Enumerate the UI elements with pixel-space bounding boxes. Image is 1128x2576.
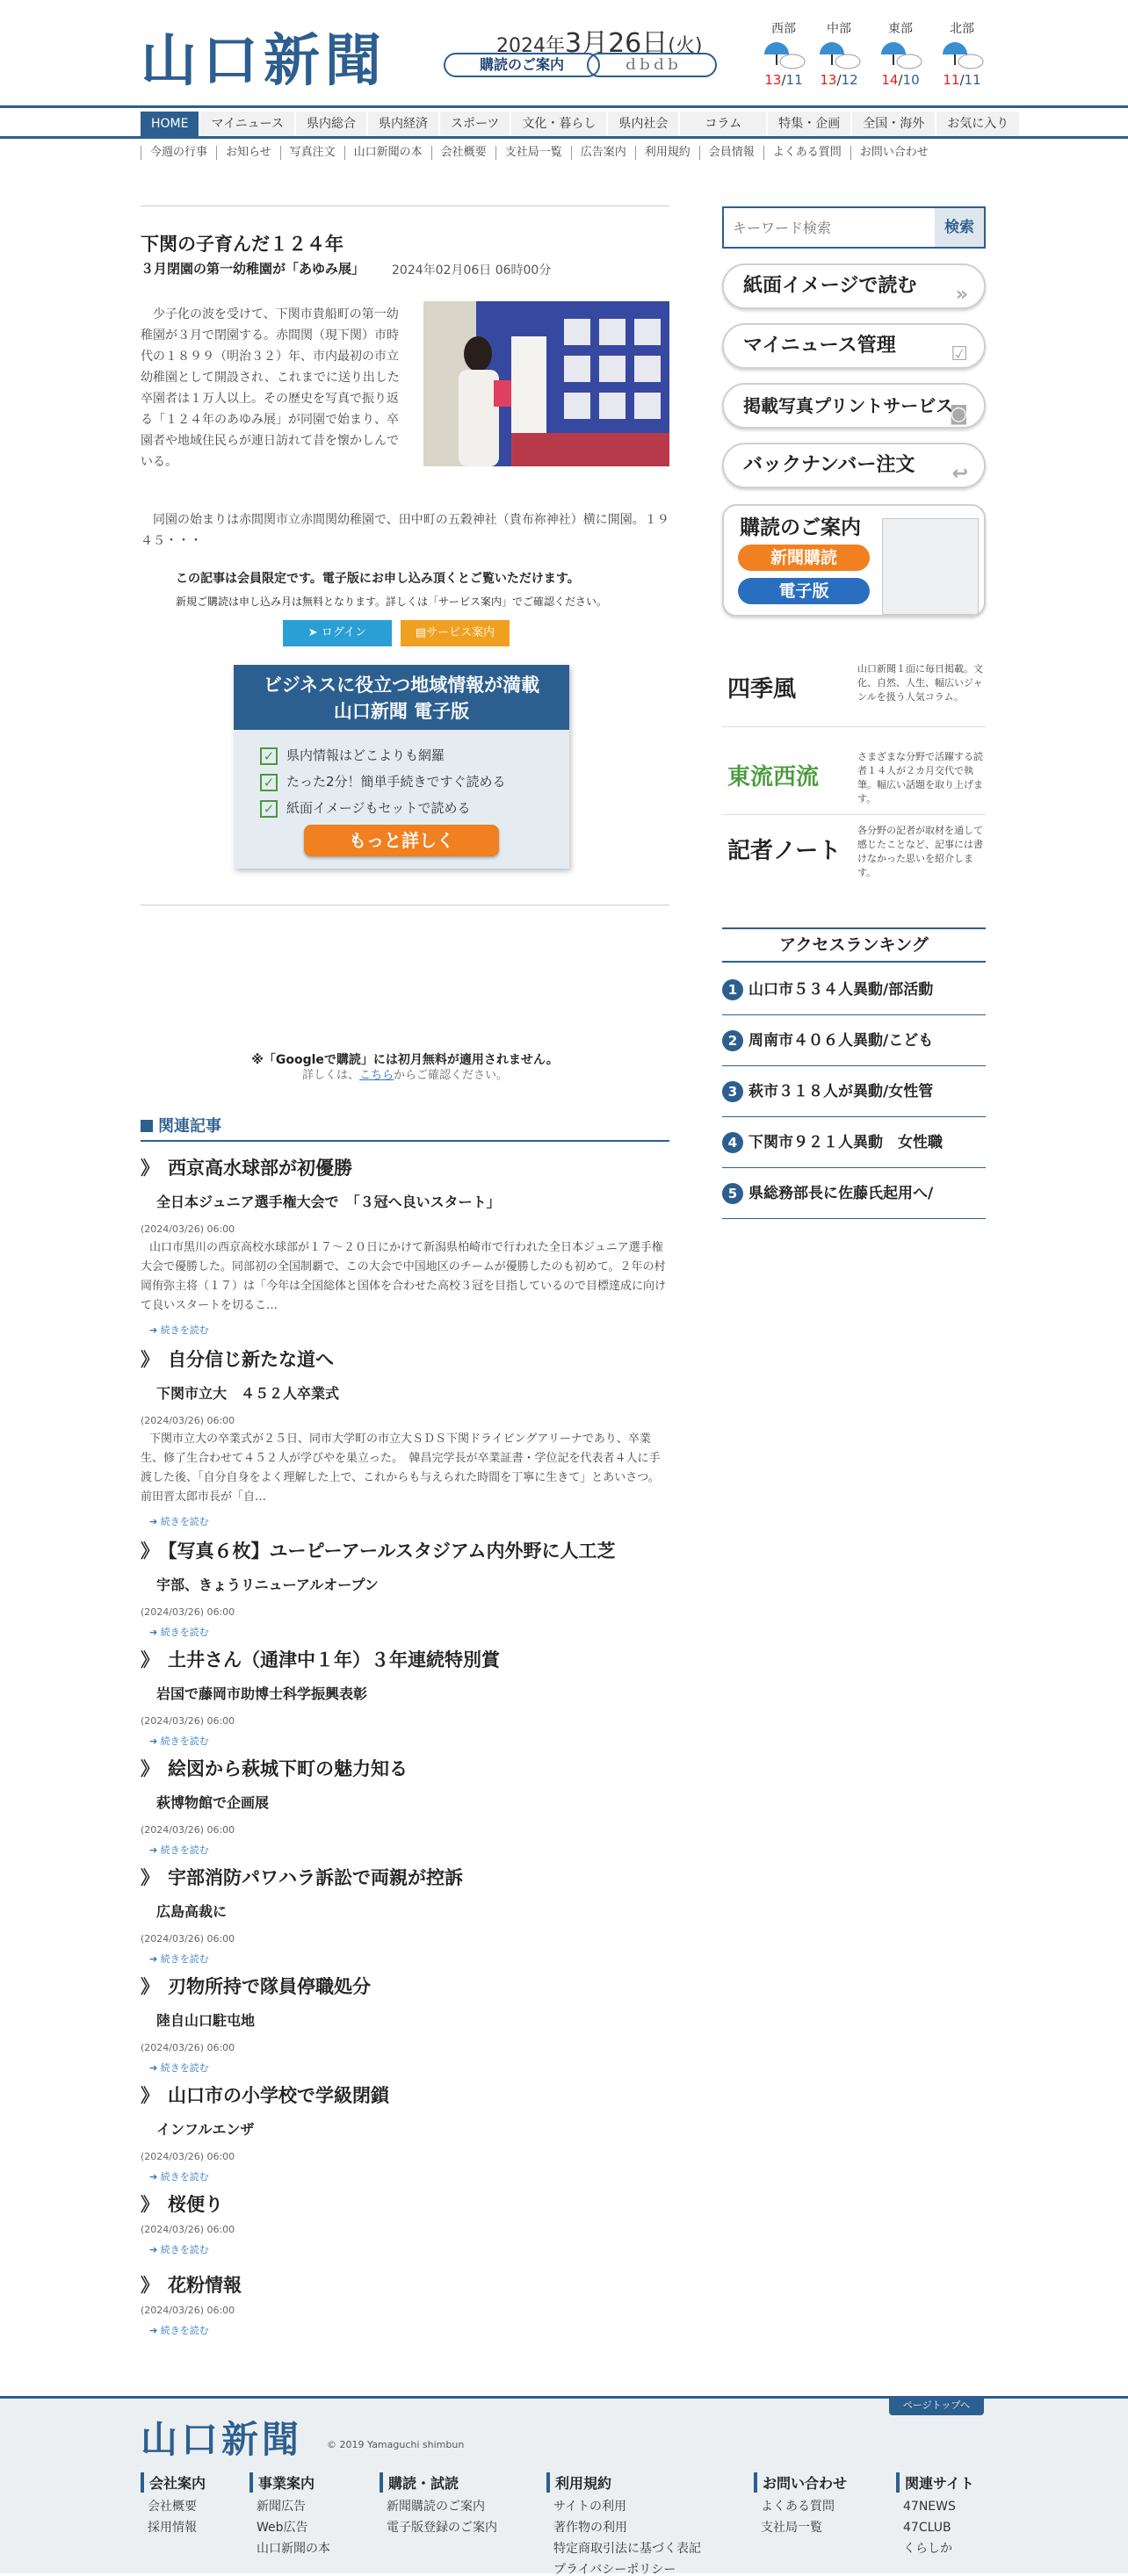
footer-link[interactable]: くらしか <box>903 2542 952 2556</box>
weather-west: 西部 13/11 <box>757 19 810 88</box>
umbrella-cloud-icon <box>816 39 862 70</box>
subscribe-guide-button[interactable]: 購読のご案内 <box>444 53 600 77</box>
subscription-title: 購読のご案内 <box>740 516 861 539</box>
rank-number: 3 <box>722 1081 743 1102</box>
article-body-continued: 同園の始まりは赤間関市立赤間関幼稚園で、田中町の五穀神社（貴布祢神社）横に開園。１９４５・・・ <box>141 513 669 548</box>
button-label: マイニュース管理 <box>743 335 896 357</box>
related-summary: 下関市立大の卒業式が２５日、同市大学町の市立大ＳＤＳ下関ドライビングアリーナであり、卒業生、修了生合わせて４５２人が学びやを巣立った。 韓昌完学長が卒業証書・学位記を代表者４人に手渡した後、「自分自身をよく理解した上で、これからも与えられた時間を丁寧に生きて」とあいさつ。前田晋太郎市長が「自… <box>141 1432 661 1504</box>
read-more-link[interactable]: ➔ 続きを読む <box>149 2323 669 2337</box>
nav-culture[interactable]: 文化・暮らし <box>511 112 606 136</box>
sub-nav <box>141 146 937 160</box>
search-box <box>722 206 986 249</box>
ranking-item[interactable]: 2 周南市４０６人異動/こども <box>722 1015 986 1066</box>
column-logo: 四季風 <box>727 676 797 703</box>
read-more-link[interactable]: ➔ 続きを読む <box>149 2169 669 2183</box>
weather-region: 北部 <box>950 22 974 36</box>
footer-col-related-sites <box>896 2472 974 2559</box>
related-articles-heading: 関連記事 <box>141 1114 669 1142</box>
paper-subscribe-button[interactable]: 新聞購読 <box>738 545 870 571</box>
checkbox-icon: ☑ <box>951 343 968 365</box>
ranking-item[interactable]: 1 山口市５３４人異動/部活動 <box>722 964 986 1015</box>
chevron-icon: 》 <box>141 2194 159 2215</box>
google-subscribe-note: ※「Googleで購読」には初月無料が適用されません。 <box>251 1053 559 1067</box>
temp-high: 11 <box>943 72 960 88</box>
header-secondary-button[interactable]: ｄｂｄｂ <box>587 53 717 77</box>
copyright: © 2019 Yamaguchi shimbun <box>327 2439 465 2450</box>
related-subtitle: 広島高裁に <box>156 1903 228 1920</box>
nav-favorites[interactable]: お気に入り <box>936 112 1019 136</box>
site-header <box>0 0 1128 105</box>
related-subtitle: インフルエンザ <box>156 2121 255 2138</box>
footer-col-title: 事業案内 <box>249 2472 330 2493</box>
weather-central: 中部 13/12 <box>813 19 865 88</box>
umbrella-cloud-icon <box>878 39 923 70</box>
subnav-terms[interactable]: 利用規約 <box>635 146 699 160</box>
related-date: (2024/03/26) 06:00 <box>141 1223 235 1235</box>
related-article[interactable] <box>141 1154 669 1337</box>
page-top-button[interactable]: ページトップへ <box>889 2396 984 2415</box>
button-label: 紙面イメージで読む <box>743 275 917 297</box>
subnav-photo-order[interactable]: 写真注文 <box>280 146 344 160</box>
footer-link[interactable]: 採用情報 <box>148 2521 197 2535</box>
related-date: (2024/03/26) 06:00 <box>141 1824 235 1836</box>
document-icon: ▤ <box>415 626 427 639</box>
photo-print-button[interactable] <box>722 383 986 429</box>
rank-number: 4 <box>722 1132 743 1153</box>
column-kisha-note[interactable] <box>722 817 986 889</box>
ranking-item[interactable]: 5 県総務部長に佐藤氏起用へ/ <box>722 1168 986 1219</box>
related-subtitle: 陸自山口駐屯地 <box>156 2012 256 2029</box>
related-title: 刃物所持で隊員停職処分 <box>168 1976 371 1997</box>
related-subtitle: 下関市立大 ４５２人卒業式 <box>156 1385 340 1402</box>
nav-features[interactable]: 特集・企画 <box>768 112 850 136</box>
column-logo: 東流西流 <box>727 764 820 790</box>
related-subtitle: 宇部、きょうリニューアルオープン <box>156 1577 379 1593</box>
temp-high: 14 <box>881 72 899 88</box>
related-title: 山口市の小学校で学級閉鎖 <box>168 2085 389 2106</box>
access-ranking-title: アクセスランキング <box>722 927 986 963</box>
read-more-link[interactable]: ➔ 続きを読む <box>149 2060 669 2075</box>
promo-headline: ビジネスに役立つ地域情報が満載 <box>263 675 540 696</box>
footer-link[interactable]: 山口新聞の本 <box>257 2542 330 2556</box>
related-article[interactable] <box>141 1346 669 1528</box>
footer-link[interactable]: 47NEWS <box>903 2500 956 2514</box>
read-more-link[interactable]: ➔ 続きを読む <box>149 1843 669 1857</box>
weather-region: 東部 <box>888 22 913 36</box>
chevron-icon: 》 <box>141 1758 159 1779</box>
nav-prefecture-economy[interactable]: 県内経済 <box>368 112 438 136</box>
footer-link[interactable]: 特定商取引法に基づく表記 <box>553 2542 701 2556</box>
nav-national[interactable]: 全国・海外 <box>852 112 935 136</box>
square-icon <box>141 1120 153 1132</box>
read-more-link[interactable]: ➔ 続きを読む <box>149 1323 669 1337</box>
footer-col-terms <box>546 2472 701 2576</box>
ranking-item[interactable]: 4 下関市９２１人異動 女性職 <box>722 1117 986 1168</box>
temp-high: 13 <box>820 72 837 88</box>
service-label: サービス案内 <box>426 626 495 639</box>
related-article[interactable] <box>141 1973 669 2075</box>
subnav-faq[interactable]: よくある質問 <box>763 146 850 160</box>
column-shikifu[interactable] <box>722 655 986 727</box>
column-logo: 記者ノート <box>727 838 842 864</box>
paper-image-button[interactable] <box>722 263 986 309</box>
article-subtitle: ３月閉園の第一幼稚園が「あゆみ展」 <box>141 261 365 277</box>
button-label: 掲載写真プリントサービス <box>743 395 954 416</box>
weather-region: 中部 <box>827 22 851 36</box>
back-number-button[interactable] <box>722 443 986 488</box>
nav-column[interactable]: コラム <box>680 112 766 136</box>
button-label: バックナンバー注文 <box>743 454 915 476</box>
footer-link[interactable]: 会社概要 <box>148 2500 197 2514</box>
nav-prefecture-general[interactable]: 県内総合 <box>296 112 366 136</box>
current-date: 2024年3月26日(火) <box>496 28 703 59</box>
ranking-item[interactable]: 3 萩市３１８人が異動/女性管 <box>722 1066 986 1117</box>
chevron-icon: 》 <box>141 1649 159 1670</box>
related-date: (2024/03/26) 06:00 <box>141 1715 235 1727</box>
related-title: 絵図から萩城下町の魅力知る <box>168 1758 408 1779</box>
chevron-icon: 》 <box>141 2275 159 2296</box>
newspaper-image <box>882 518 979 615</box>
footer-link[interactable]: Web広告 <box>257 2521 308 2535</box>
related-article[interactable] <box>141 2082 669 2183</box>
camera-icon: ◙ <box>949 403 968 425</box>
related-title: 【写真６枚】ユーピーアールスタジアム内外野に人工芝 <box>168 1541 616 1562</box>
subscription-panel <box>722 504 986 617</box>
google-subscribe-details: 詳しくは、こちらからご確認ください。 <box>301 1069 509 1082</box>
article-body: 少子化の波を受けて、下関市貴船町の第一幼稚園が３月で閉園する。赤間関（現下関）市時代の１８９９（明治３２）年、市内最初の市立幼稚園として開設され、これまでに送り出した卒園者は１万人以上。その歴史を写真で振り返る「１２４年のあゆみ展」が同園で始まり、卒園者や地域住民らが連日訪れて昔を懐かしんでいる。 <box>141 307 400 469</box>
nav-sports[interactable]: スポーツ <box>440 112 510 136</box>
umbrella-cloud-icon <box>761 39 806 70</box>
read-more-link[interactable]: ➔ 続きを読む <box>149 1514 669 1528</box>
footer-col-company <box>141 2472 206 2538</box>
article-date: 2024年02月06日 06時00分 <box>392 263 552 278</box>
chevron-icon: 》 <box>141 2085 159 2106</box>
read-more-link[interactable]: ➔ 続きを読む <box>149 1952 669 1966</box>
umbrella-cloud-icon <box>939 39 985 70</box>
related-date: (2024/03/26) 06:00 <box>141 2151 235 2162</box>
related-date: (2024/03/26) 06:00 <box>141 1606 235 1618</box>
service-guide-button[interactable] <box>401 620 510 646</box>
chevron-icon: 》 <box>141 1541 159 1562</box>
promo-point: ✓ たった2分！簡単手続きですぐ読める <box>260 772 506 791</box>
promo-point: ✓ 県内情報はどこよりも網羅 <box>260 746 445 765</box>
temp-low: 11 <box>785 72 803 88</box>
related-date: (2024/03/26) 06:00 <box>141 2305 235 2316</box>
footer-link[interactable]: プライバシーポリシー <box>553 2563 676 2576</box>
related-summary: 山口市黒川の西京高校水球部が１７～２０日にかけて新潟県柏崎市で行われた全日本ジュニア選手権大会で優勝した。同部初の全国制覇で、この大会で中国地区のチームが優勝したのも初めて。２年の村岡侑弥主将（１７）は「今年は全国総体と国体を合わせた高校３冠を目指しているので目標達成に向けて良いスタートを切るこ… <box>141 1241 667 1312</box>
site-footer <box>0 2396 1128 2576</box>
search-button[interactable]: 検索 <box>935 208 984 247</box>
login-icon: ➤ <box>307 626 322 639</box>
footer-col-title: お問い合わせ <box>754 2472 847 2493</box>
nav-prefecture-society[interactable]: 県内社会 <box>608 112 678 136</box>
column-desc: 山口新聞１面に毎日掲載。文化、自然、人生、幅広いジャンルを扱う人気コラム。 <box>857 663 983 703</box>
related-subtitle: 萩博物館で企画展 <box>156 1794 270 1811</box>
check-icon: ✓ <box>260 774 278 791</box>
read-more-link[interactable]: ➔ 続きを読む <box>149 2242 669 2256</box>
footer-link[interactable]: 著作物の利用 <box>553 2521 627 2535</box>
chevron-icon: 》 <box>141 1349 159 1370</box>
related-date: (2024/03/26) 06:00 <box>141 2042 235 2053</box>
related-date: (2024/03/26) 06:00 <box>141 2224 235 2235</box>
main-nav <box>0 105 1128 139</box>
article-photo[interactable] <box>423 301 669 466</box>
nav-home[interactable]: HOME <box>141 112 199 136</box>
weather-east: 東部 14/10 <box>874 19 927 88</box>
check-icon: ✓ <box>260 747 278 765</box>
chevron-icon: 》 <box>141 1158 159 1179</box>
related-subtitle: 岩国で藤岡市助博士科学振興表彰 <box>156 1685 368 1702</box>
related-article[interactable] <box>141 2271 669 2337</box>
rank-number: 1 <box>722 979 743 1000</box>
related-title: 西京高水球部が初優勝 <box>168 1158 352 1179</box>
search-input[interactable] <box>724 208 935 247</box>
nav-mynews[interactable]: マイニュース <box>200 112 293 136</box>
related-title: 桜便り <box>168 2194 223 2215</box>
footer-logo[interactable]: 山口新聞 <box>141 2418 303 2461</box>
footer-col-business <box>249 2472 330 2559</box>
subnav-ads[interactable]: 広告案内 <box>571 146 635 160</box>
column-desc: さまざまな分野で活躍する読者１４人が２カ月交代で執筆。幅広い話題を取り上げます。 <box>857 751 983 805</box>
subnav-notices[interactable]: お知らせ <box>216 146 280 160</box>
footer-col-title: 会社案内 <box>141 2472 206 2493</box>
chevron-icon: 》 <box>141 1867 159 1888</box>
digital-subscribe-button[interactable]: 電子版 <box>738 578 870 604</box>
related-article[interactable] <box>141 1646 669 1748</box>
details-link[interactable]: こちら <box>358 1069 394 1082</box>
read-more-link[interactable]: ➔ 続きを読む <box>149 1734 669 1748</box>
chevron-icon: 》 <box>141 1976 159 1997</box>
arrow-return-icon: ↩ <box>951 463 968 485</box>
subnav-branches[interactable]: 支社局一覧 <box>495 146 571 160</box>
weather-north: 北部 11/11 <box>936 19 988 88</box>
member-free-note: 新規ご購読は申し込み月は無料となります。詳しくは「サービス案内」でご確認ください。 <box>176 595 608 608</box>
related-subtitle: 全日本ジュニア選手権大会で 「３冠へ良いスタート」 <box>156 1194 501 1210</box>
footer-col-contact <box>754 2472 847 2538</box>
footer-link[interactable]: 47CLUB <box>903 2521 951 2535</box>
related-title: 宇部消防パワハラ訴訟で両親が控訴 <box>168 1867 463 1888</box>
article-title: 下関の子育んだ１２４年 <box>141 234 343 255</box>
column-desc: 各分野の記者が取材を通して感じたことなど、記事には書けなかった思いを紹介します。 <box>857 825 983 878</box>
related-title: 花粉情報 <box>168 2275 242 2296</box>
chevron-right-icon: » <box>955 284 968 306</box>
member-only-note: この記事は会員限定です。電子版にお申し込み頂くとご覧いただけます。 <box>176 572 580 586</box>
related-title: 土井さん（通津中１年）３年連続特別賞 <box>168 1649 500 1670</box>
learn-more-button[interactable]: もっと詳しく <box>304 825 499 856</box>
footer-col-title: 利用規約 <box>546 2472 701 2493</box>
related-article[interactable] <box>141 1864 669 1966</box>
footer-link[interactable]: 新聞広告 <box>257 2500 306 2514</box>
related-title: 自分信じ新たな道へ <box>168 1349 334 1370</box>
rank-number: 2 <box>722 1030 743 1051</box>
column-toryu-sairyu[interactable] <box>722 743 986 815</box>
subnav-events[interactable]: 今週の行事 <box>141 146 216 160</box>
subnav-books[interactable]: 山口新聞の本 <box>344 146 431 160</box>
related-article[interactable] <box>141 2190 669 2256</box>
related-article[interactable] <box>141 1537 669 1639</box>
mynews-manage-button[interactable] <box>722 323 986 369</box>
related-date: (2024/03/26) 06:00 <box>141 1415 235 1426</box>
promo-point: ✓ 紙面イメージもセットで読める <box>260 798 471 818</box>
footer-col-title: 購読・試読 <box>380 2472 497 2493</box>
related-article[interactable] <box>141 1755 669 1857</box>
temp-low: 12 <box>841 72 858 88</box>
footer-link[interactable]: サイトの利用 <box>553 2500 627 2514</box>
temp-low: 11 <box>964 72 981 88</box>
login-button[interactable] <box>283 620 392 646</box>
related-date: (2024/03/26) 06:00 <box>141 1933 235 1945</box>
footer-link[interactable]: 新聞購読のご案内 <box>387 2500 485 2514</box>
temp-high: 13 <box>764 72 782 88</box>
subnav-member[interactable]: 会員情報 <box>699 146 763 160</box>
footer-link[interactable]: 電子版登録のご案内 <box>387 2521 497 2535</box>
footer-link[interactable]: 支社局一覧 <box>761 2521 822 2535</box>
digital-edition-promo[interactable] <box>234 665 569 869</box>
site-logo[interactable]: 山口新聞 <box>141 28 387 94</box>
read-more-link[interactable]: ➔ 続きを読む <box>149 1625 669 1639</box>
promo-subheadline: 山口新聞 電子版 <box>333 701 470 722</box>
footer-col-title: 関連サイト <box>896 2472 974 2493</box>
login-label: ログイン <box>321 626 367 639</box>
subnav-company[interactable]: 会社概要 <box>431 146 495 160</box>
weather-region: 西部 <box>771 22 796 36</box>
rank-number: 5 <box>722 1183 743 1204</box>
divider <box>141 905 669 906</box>
subnav-contact[interactable]: お問い合わせ <box>850 146 937 160</box>
footer-link[interactable]: よくある質問 <box>761 2500 835 2514</box>
temp-low: 10 <box>902 72 920 88</box>
check-icon: ✓ <box>260 800 278 818</box>
footer-col-subscription <box>380 2472 497 2538</box>
